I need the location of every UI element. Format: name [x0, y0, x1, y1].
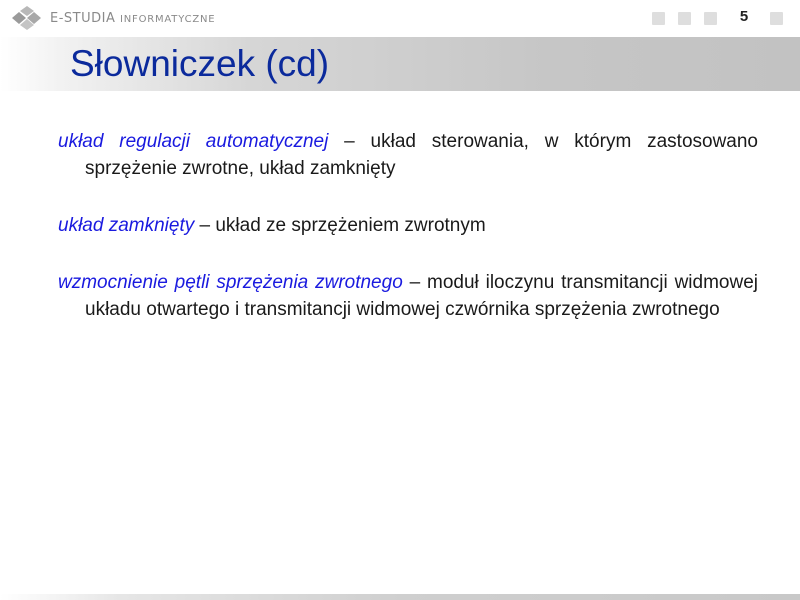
nav-first-square-icon[interactable] [652, 12, 665, 25]
glossary-entry [58, 128, 758, 182]
slide-title: Słowniczek (cd) [70, 43, 330, 84]
logo-text [50, 11, 215, 26]
footer-bar [0, 594, 800, 600]
e-studia-logo-icon [10, 6, 44, 30]
nav-next-square-icon[interactable] [704, 12, 717, 25]
glossary-definition: – moduł iloczynu transmitancji widmowej układu otwartego i transmitancji widmowej czwórnika sprzężenia zwrotnego [85, 272, 758, 320]
nav-last-square-icon[interactable] [770, 12, 783, 25]
glossary-definition: – układ sterowania, w którym zastosowano sprzężenie zwrotne, układ zamknięty [85, 131, 758, 179]
glossary-term: układ regulacji automatycznej [58, 131, 329, 152]
slide-content [58, 128, 758, 353]
page-number: 5 [739, 8, 749, 25]
glossary-term: wzmocnienie pętli sprzężenia zwrotnego [58, 272, 403, 293]
glossary-entry [58, 269, 758, 323]
nav-prev-square-icon[interactable] [678, 12, 691, 25]
glossary-definition: – układ ze sprzężeniem zwrotnym [194, 215, 486, 236]
glossary-term: układ zamknięty [58, 215, 195, 236]
glossary-entry [58, 212, 758, 239]
logo-main-text: E-STUDIA [50, 10, 116, 26]
logo [10, 4, 215, 32]
nav-squares [652, 12, 783, 25]
logo-sub-text: INFORMATYCZNE [120, 13, 216, 25]
